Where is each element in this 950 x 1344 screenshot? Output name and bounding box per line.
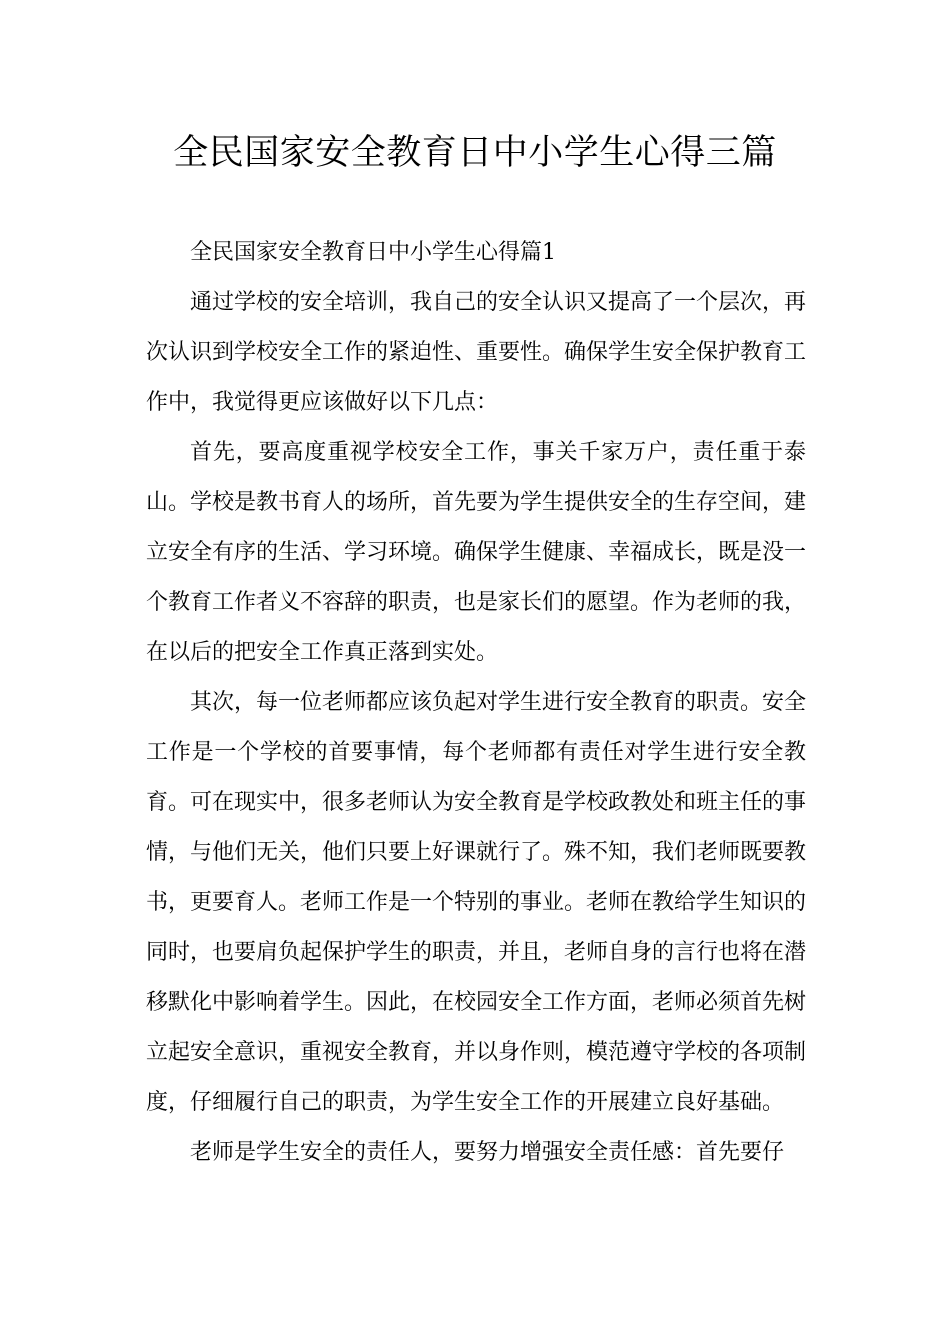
document-title: 全民国家安全教育日中小学生心得三篇: [173, 133, 777, 173]
section-heading: 全民国家安全教育日中小学生心得篇1: [190, 240, 556, 265]
paragraph-2: 首先，要高度重视学校安全工作，事关千家万户，责任重于泰山。学校是教书育人的场所，首先要为学生提供安全的生存空间，建立安全有序的生活、学习环境。确保学生健康、幸福成长，既是没一个教育工作者义不容辞的职责，也是家长们的愿望。作为老师的我，在以后的把安全工作真正落到实处。: [146, 440, 807, 665]
paragraph-4: 老师是学生安全的责任人，要努力增强安全责任感：首先要仔: [190, 1140, 785, 1165]
paragraph-1: 通过学校的安全培训，我自己的安全认识又提高了一个层次，再次认识到学校安全工作的紧迫性、重要性。确保学生安全保护教育工作中，我觉得更应该做好以下几点：: [146, 290, 807, 415]
paragraph-3: 其次，每一位老师都应该负起对学生进行安全教育的职责。安全工作是一个学校的首要事情，每个老师都有责任对学生进行安全教育。可在现实中，很多老师认为安全教育是学校政教处和班主任的事情，与他们无关，他们只要上好课就行了。殊不知，我们老师既要教书，更要育人。老师工作是一个特别的事业。老师在教给学生知识的同时，也要肩负起保护学生的职责，并且，老师自身的言行也将在潜移默化中影响着学生。因此，在校园安全工作方面，老师必须首先树立起安全意识，重视安全教育，并以身作则，模范遵守学校的各项制度，仔细履行自己的职责，为学生安全工作的开展建立良好基础。: [146, 690, 807, 1115]
document-body: [146, 228, 806, 1178]
